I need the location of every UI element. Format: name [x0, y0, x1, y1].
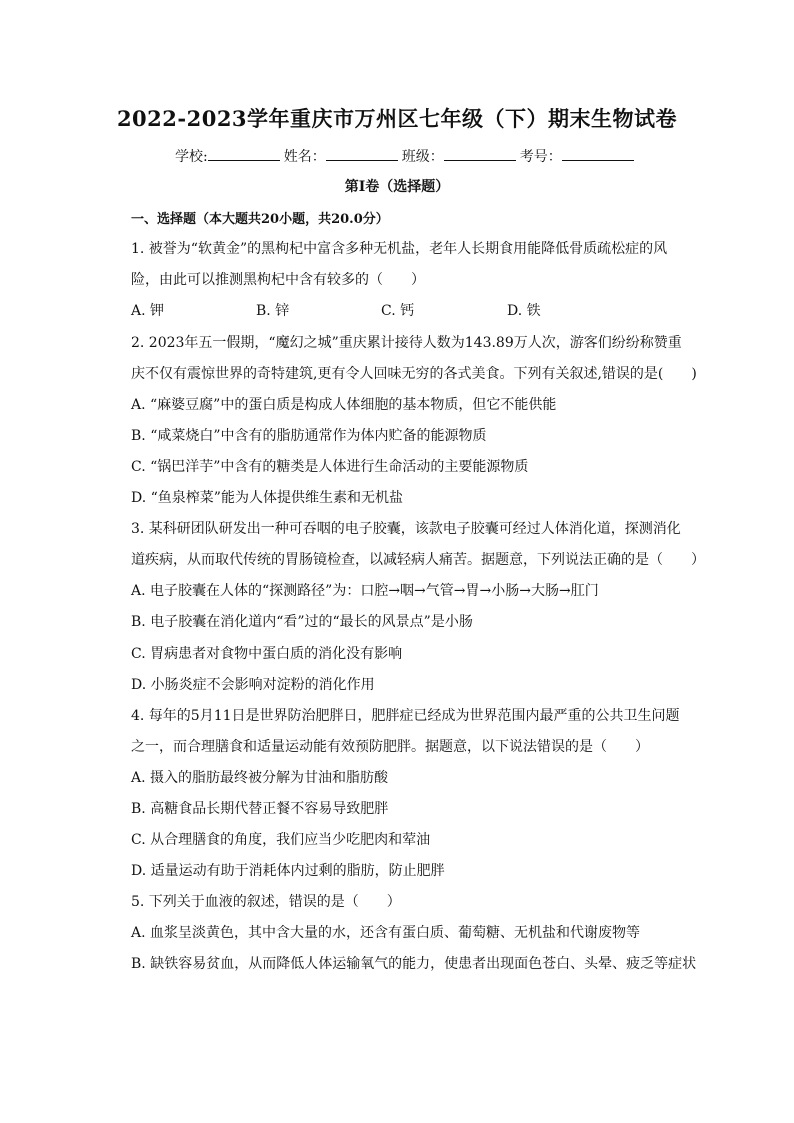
q2-stem-line1: 2. 2023年五一假期，“魔幻之城”重庆累计接待人数为143.89万人次，游客们纷纷称赞重 [131, 335, 682, 351]
volume-heading: 第I卷（选择题） [344, 179, 450, 195]
q4-option-b: B. 高糖食品长期代替正餐不容易导致肥胖 [131, 801, 389, 817]
exam-title: 2022-2023学年重庆市万州区七年级（下）期末生物试卷 [116, 106, 678, 131]
q3-stem-line2: 道疾病，从而取代传统的胃肠镜检查，以减轻病人痛苦。据题意，下列说法正确的是（ ） [131, 552, 705, 568]
name-blank[interactable] [326, 148, 398, 161]
q1-option-a: A. 钾 [131, 303, 165, 319]
class-blank[interactable] [444, 148, 516, 161]
q2-stem-line2: 庆不仅有震惊世界的奇特建筑,更有令人回味无穷的各式美食。下列有关叙述,错误的是( ) [131, 366, 697, 382]
q4-option-d: D. 适量运动有助于消耗体内过剩的脂肪，防止肥胖 [131, 863, 445, 879]
exam-number-blank[interactable] [562, 148, 634, 161]
q3-option-b: B. 电子胶囊在消化道内“看”过的“最长的风景点”是小肠 [131, 614, 473, 630]
q2-option-c: C. “锅巴洋芋”中含有的糖类是人体进行生命活动的主要能源物质 [131, 459, 529, 475]
q4-stem-line1: 4. 每年的5月11日是世界防治肥胖日，肥胖症已经成为世界范围内最严重的公共卫生问题 [131, 708, 680, 724]
q1-option-d: D. 铁 [507, 303, 541, 319]
school-blank[interactable] [208, 148, 280, 161]
q1-option-c: C. 钙 [381, 303, 415, 319]
q3-stem-line1: 3. 某科研团队研发出一种可吞咽的电子胶囊，该款电子胶囊可经过人体消化道，探测消化 [131, 521, 681, 537]
q3-option-a: A. 电子胶囊在人体的“探测路径”为：口腔→咽→气管→胃→小肠→大肠→肛门 [131, 583, 599, 599]
class-label: 班级： [401, 149, 444, 165]
q1-stem-line1: 1. 被誉为“软黄金”的黑枸杞中富含多种无机盐，老年人长期食用能降低骨质疏松症的风 [131, 241, 668, 257]
name-label: 姓名： [283, 149, 326, 165]
q2-option-d: D. “鱼泉榨菜”能为人体提供维生素和无机盐 [131, 490, 403, 506]
q4-option-a: A. 摄入的脂肪最终被分解为甘油和脂肪酸 [131, 770, 389, 786]
q1-option-b: B. 锌 [256, 303, 290, 319]
section-heading: 一、选择题（本大题共20小题，共20.0分） [131, 212, 389, 227]
q2-option-a: A. “麻婆豆腐”中的蛋白质是构成人体细胞的基本物质，但它不能供能 [131, 397, 557, 413]
q4-option-c: C. 从合理膳食的角度，我们应当少吃肥肉和荤油 [131, 832, 431, 848]
q5-stem-line1: 5. 下列关于血液的叙述，错误的是（ ） [131, 894, 401, 910]
q2-option-b: B. “咸菜烧白”中含有的脂肪通常作为体内贮备的能源物质 [131, 428, 487, 444]
q1-stem-line2: 险，由此可以推测黑枸杞中含有较多的（ ） [131, 272, 425, 288]
exam-number-label: 考号： [519, 149, 562, 165]
school-label: 学校: [175, 149, 208, 165]
q3-option-d: D. 小肠炎症不会影响对淀粉的消化作用 [131, 677, 375, 693]
q4-stem-line2: 之一，而合理膳食和适量运动能有效预防肥胖。据题意，以下说法错误的是（ ） [131, 739, 649, 755]
q5-option-a: A. 血浆呈淡黄色，其中含大量的水，还含有蛋白质、葡萄糖、无机盐和代谢废物等 [131, 925, 641, 941]
q3-option-c: C. 胃病患者对食物中蛋白质的消化没有影响 [131, 646, 403, 662]
q5-option-b: B. 缺铁容易贫血，从而降低人体运输氧气的能力，使患者出现面色苍白、头晕、疲乏等症状 [131, 956, 697, 972]
student-info-line [175, 146, 638, 166]
